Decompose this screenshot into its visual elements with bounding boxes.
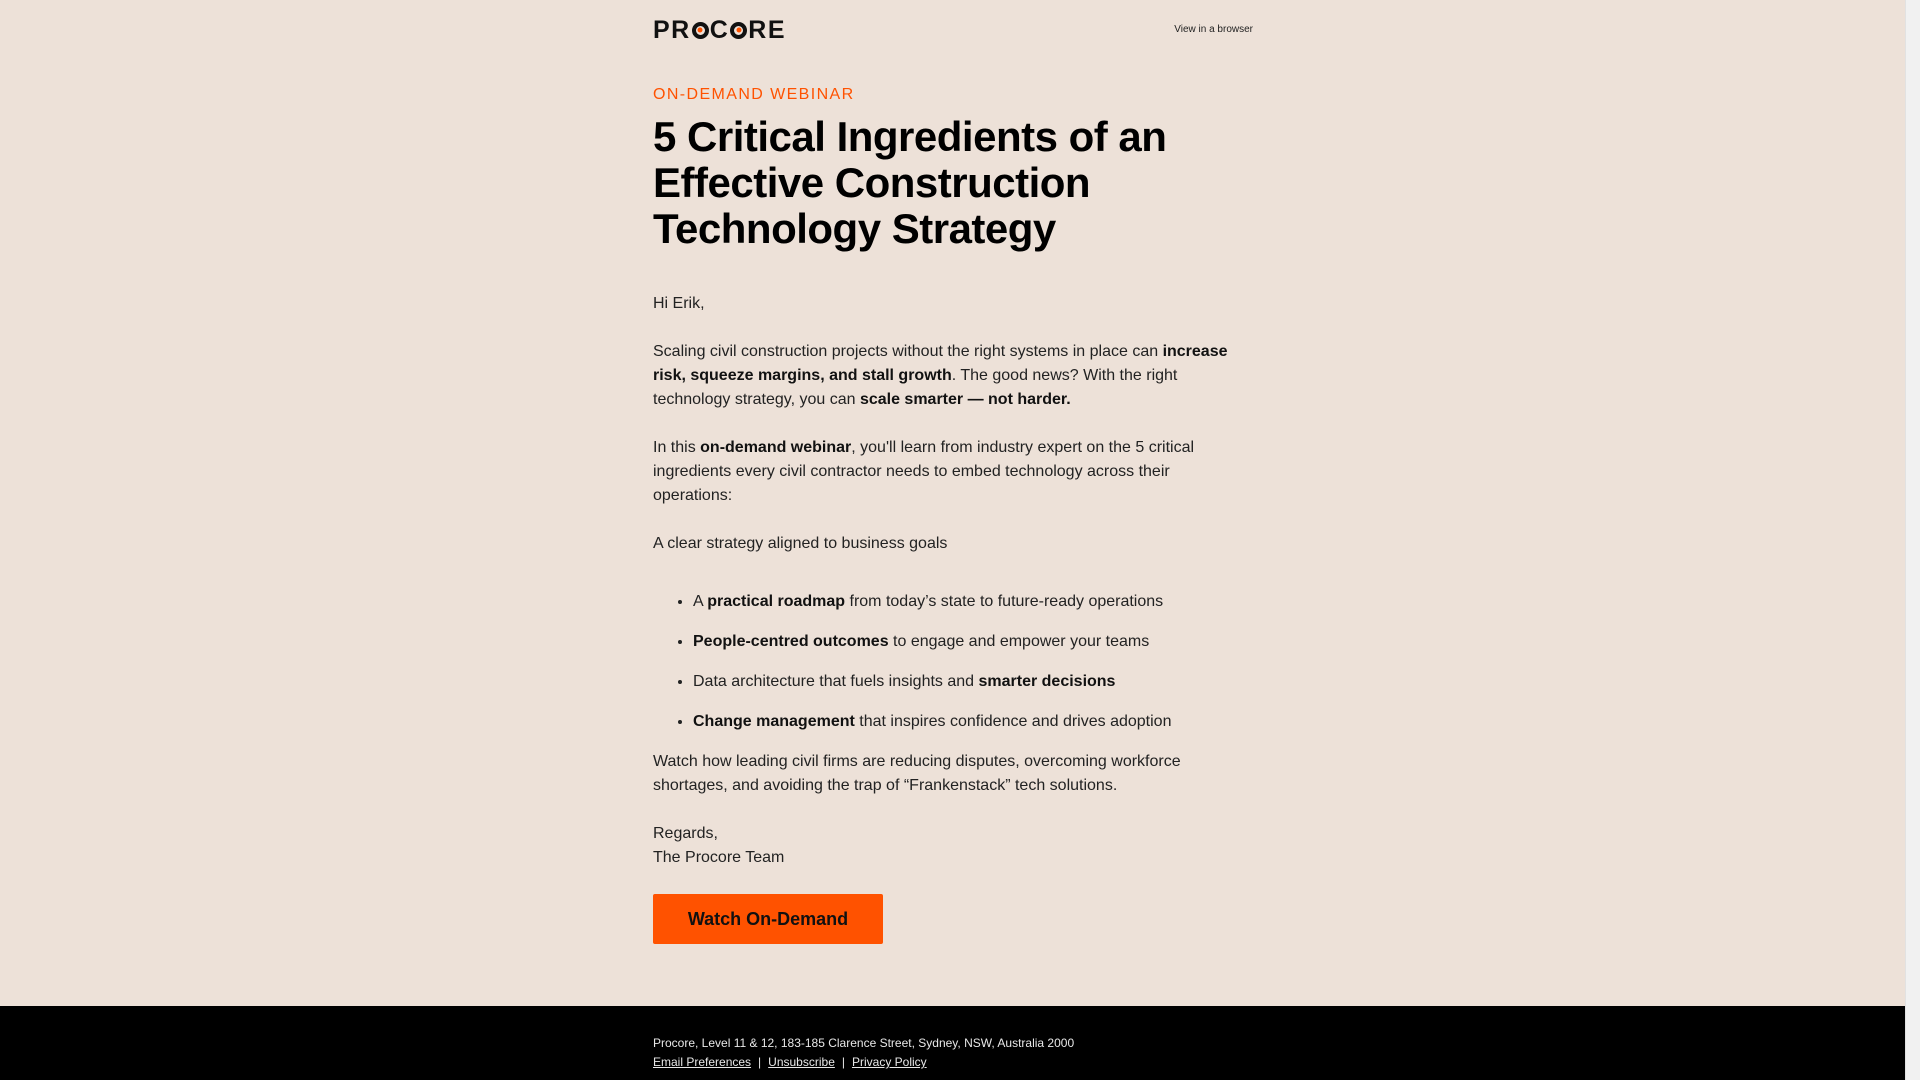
webinar-bold: on-demand webinar [700,439,852,456]
intro-paragraph [653,340,1243,412]
watch-on-demand-button[interactable]: Watch On-Demand [653,894,883,944]
intro-bold-risk: increase risk, squeeze margins, and stall growth [653,343,1228,384]
logo-text-pr: PR [653,16,691,44]
greeting: Hi Erik, [653,295,705,312]
cta-container [653,894,1253,944]
footer-separator: | [758,1055,762,1069]
email-footer [0,1006,1905,1080]
list-item [693,590,1243,614]
signoff-regards: Regards, [653,825,718,842]
footer-content [653,1034,1074,1072]
webinar-text-a: In this [653,439,701,456]
signoff-team: The Procore Team [653,849,785,866]
list-item-text: that inspires confidence and drives adoption [854,713,1172,730]
footer-separator: | [841,1055,845,1069]
email-preferences-link[interactable]: Email Preferences [653,1055,752,1069]
logo-o-icon [730,22,747,39]
list-item-text: to engage and empower your teams [888,633,1150,650]
ingredients-list [653,590,1243,734]
footer-links [653,1053,1074,1072]
list-item [693,670,1243,694]
list-item-bold: practical roadmap [707,593,846,610]
list-item-text: from today’s state to future-ready operations [845,593,1164,610]
list-item-bold: People-centred outcomes [693,633,889,650]
list-item-bold: smarter decisions [978,673,1116,690]
logo-text-c: C [709,16,730,44]
intro-text-c: . The good news? With the right technology strategy, you can [653,367,1178,408]
webinar-paragraph [653,436,1243,508]
procore-logo [653,16,787,44]
page-title: 5 Critical Ingredients of an Effective Construction Technology Strategy [653,113,1167,252]
intro-text-a: Scaling civil construction projects without the right systems in place can [653,343,1163,360]
unsubscribe-link[interactable]: Unsubscribe [768,1055,835,1069]
frankenstack-paragraph: Watch how leading civil firms are reducing disputes, overcoming workforce shortages, and avoiding the trap of “Frankenstack” tech solutions. [653,753,1181,794]
footer-address: Procore, Level 11 & 12, 183-185 Clarence Street, Sydney, NSW, Australia 2000 [653,1036,1075,1050]
webinar-text-c: , you'll learn from industry expert on the 5 critical ingredients every civil contractor needs to embed technology across their operations: [653,439,1195,504]
privacy-policy-link[interactable]: Privacy Policy [852,1055,927,1069]
email-header [653,0,1253,60]
email-body [653,292,1243,870]
signoff [653,822,1243,870]
intro-bold-scale: scale smarter — not harder. [859,391,1071,408]
email-content [653,0,1253,944]
strategy-line: A clear strategy aligned to business goals [653,535,948,552]
logo-o-icon [692,22,709,39]
eyebrow-label: ON-DEMAND WEBINAR [653,86,855,103]
logo-text-re: RE [748,16,787,44]
list-item-bold: Change management [693,713,855,730]
list-item-text: A [693,593,708,610]
view-in-browser-link[interactable]: View in a browser [1174,24,1253,35]
list-item [693,630,1243,654]
vertical-scrollbar[interactable] [1905,0,1920,1080]
list-item [693,710,1243,734]
list-item-text: Data architecture that fuels insights and [693,673,979,690]
